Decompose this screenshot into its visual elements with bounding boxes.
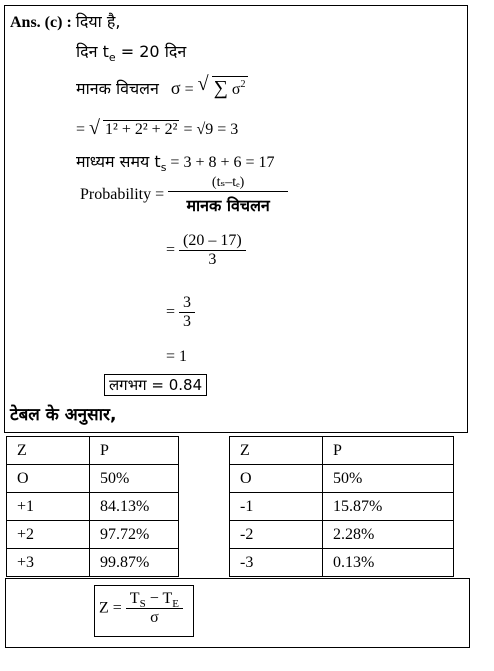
z-formula (99, 590, 183, 627)
table-row (230, 493, 454, 521)
table-row (230, 465, 454, 493)
cell-z: +3 (7, 549, 90, 577)
te-value: = 20 दिन (115, 42, 187, 61)
sigma-sq-base: σ (231, 81, 241, 98)
formula-frame (5, 578, 470, 648)
table-row (7, 493, 179, 521)
step2-line: = $\frac{3}{3}$ (166, 294, 195, 331)
mean-time-prefix: माध्यम समय t (76, 152, 161, 171)
step1-denominator: 3 (179, 250, 246, 269)
step2-numerator: 3 (183, 294, 192, 311)
table-reference: टेबल के अनुसार, (10, 405, 117, 425)
mean-time-sub: s (160, 161, 167, 174)
table-row (230, 549, 454, 577)
table-header-row (7, 437, 179, 465)
cell-z: -2 (230, 521, 323, 549)
header-p: P (323, 437, 454, 465)
z-formula-lhs: Z = (99, 599, 122, 617)
given-label: दिया है, (75, 12, 121, 31)
header-z: Z (230, 437, 323, 465)
header-z: Z (7, 437, 90, 465)
cell-p: 84.13% (90, 493, 179, 521)
table-row (7, 521, 179, 549)
answer-label: Ans. (c) : (10, 14, 72, 31)
sum-symbol: ∑ (213, 77, 228, 99)
step2-denominator: 3 (179, 312, 195, 331)
step1-numerator: (20 – 17) (183, 232, 242, 249)
probability-line (80, 174, 288, 216)
cell-p: 99.87% (90, 549, 179, 577)
prob-denominator: मानक विचलन (168, 191, 288, 216)
sqrt-result: = √9 = 3 (183, 121, 239, 138)
z-num-minus-t: − T (145, 590, 173, 607)
cell-p: 50% (323, 465, 454, 493)
sd-line (76, 73, 248, 100)
cell-p: 97.72% (90, 521, 179, 549)
cell-p: 0.13% (323, 549, 454, 577)
cell-p: 50% (90, 465, 179, 493)
z-num-sub-s: S (139, 598, 146, 610)
prob-numerator: (tₛ–tₑ) (211, 175, 245, 190)
solution-frame (4, 5, 468, 433)
table-row (7, 465, 179, 493)
equals-sign: = (184, 81, 194, 98)
step3-line: = 1 (166, 348, 188, 365)
cell-z: +1 (7, 493, 90, 521)
cell-z: +2 (7, 521, 90, 549)
cell-p: 2.28% (323, 521, 454, 549)
z-num-t: T (129, 590, 140, 607)
z-num-sub-e: E (172, 598, 179, 610)
sqrt-line: = √ 1² + 2² + 2² = √9 = 3 (76, 117, 239, 139)
table-header-row (230, 437, 454, 465)
cell-p: 15.87% (323, 493, 454, 521)
cell-z: -1 (230, 493, 323, 521)
z-table-negative (229, 436, 454, 577)
z-table-positive (6, 436, 179, 577)
header-p: P (90, 437, 179, 465)
step1-line: = $\frac{(20 - 17)}{3}$ (166, 232, 246, 269)
sd-label: मानक विचलन (76, 79, 159, 98)
probability-label: Probability = (80, 186, 165, 203)
sqrt-sum: √ ∑ $\sigma^2$ (197, 73, 246, 99)
mean-time-rest: = 3 + 8 + 6 = 17 (166, 154, 275, 171)
answer-line (10, 10, 121, 32)
te-line (76, 40, 186, 62)
sigma-sq-exp: 2 (240, 79, 246, 90)
sigma-symbol: σ (170, 78, 181, 98)
mean-time-line (76, 150, 275, 172)
te-sub: e (108, 51, 116, 64)
cell-z: O (230, 465, 323, 493)
approx-box: लगभग = 0.84 (104, 374, 207, 396)
te-prefix: दिन t (76, 42, 109, 61)
radicand-sum-squares: 1² + 2² + 2² (105, 121, 178, 138)
table-row (230, 521, 454, 549)
table-row (7, 549, 179, 577)
z-denominator: σ (126, 608, 183, 627)
cell-z: -3 (230, 549, 323, 577)
cell-z: O (7, 465, 90, 493)
